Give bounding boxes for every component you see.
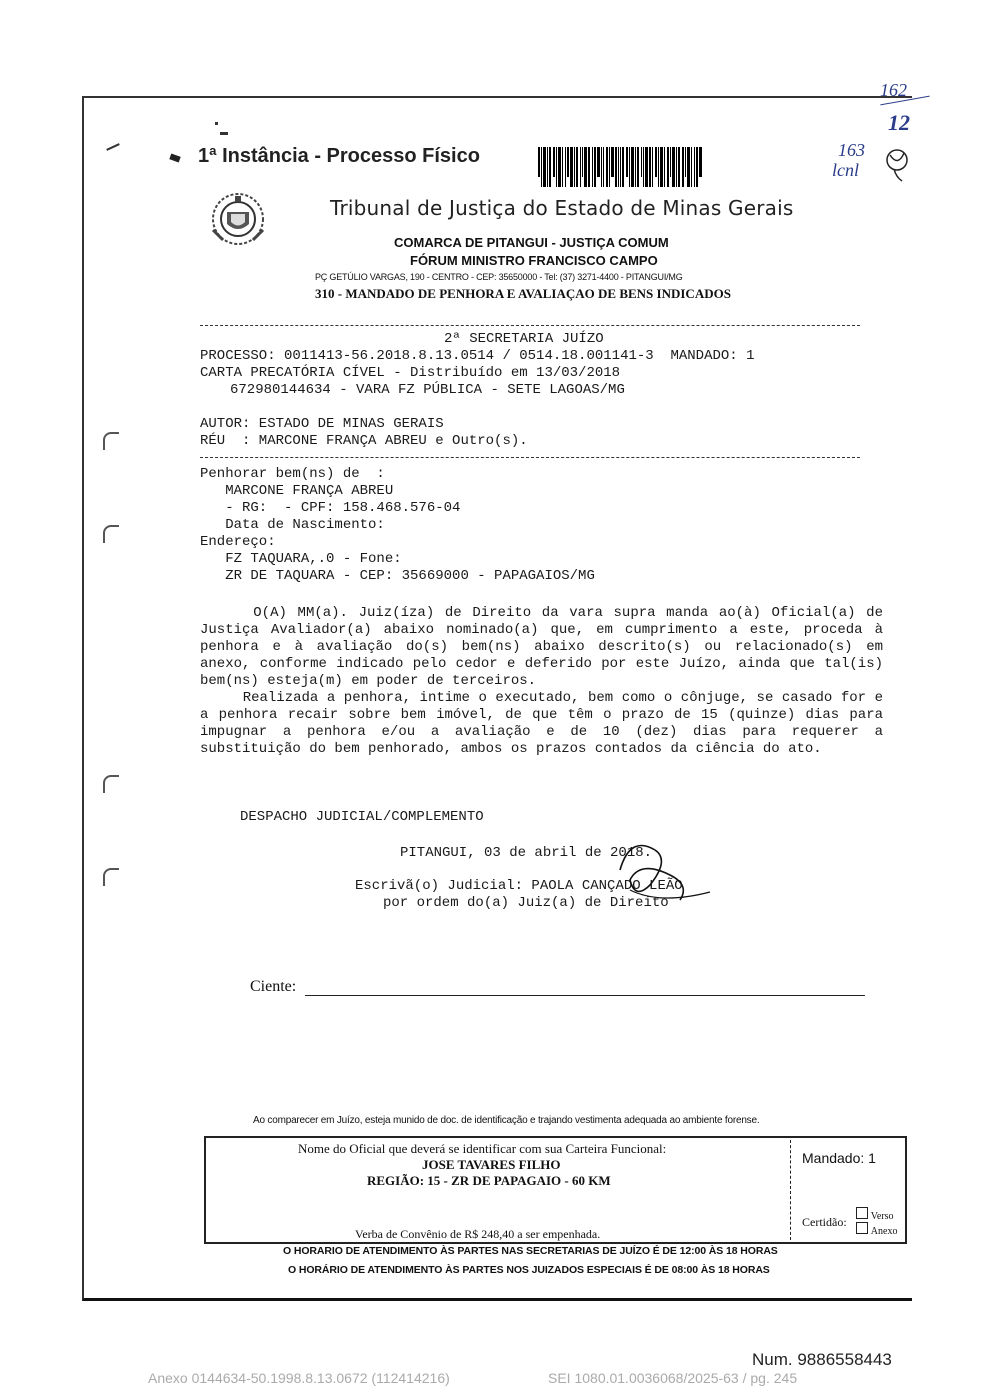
officer-region: REGIÃO: 15 - ZR DE PAPAGAIO - 60 KM: [367, 1173, 611, 1188]
penhora-line-3: - RG: - CPF: 158.468.576-04: [200, 500, 461, 516]
anexo-label: Anexo: [870, 1226, 898, 1237]
handwritten-note-page: 12: [888, 110, 910, 135]
officer-warrant-number: Mandado: 1: [802, 1150, 876, 1166]
officer-title: Nome do Oficial que deverá se identificar com sua Carteira Funcional:: [298, 1141, 667, 1156]
ciente-label: Ciente:: [250, 978, 297, 995]
notice: Ao comparecer em Juízo, esteja munido de doc. de identificação e trajando vestimenta adequada ao ambiente forense.: [253, 1115, 760, 1126]
officer-budget: Verba de Convênio de R$ 248,40 a ser empenhada.: [355, 1227, 601, 1241]
paragraph-2: Realizada a penhora, intime o executado, bem como o cônjuge, se casado for e a penhora recair sobre bem imóvel, de que têm o prazo de 15 (quinze) dias para impugnar a penhora e/ou a avaliação e de 10 (dez) dias para requerer a substituição do bem penhorado, ambos os prazos contados da ciência do ato.: [200, 690, 892, 757]
rubric-icon: [880, 145, 914, 185]
handwritten-note-side-1: 163: [838, 140, 865, 160]
punch-mark-4: [103, 868, 119, 886]
coat-of-arms-icon: [205, 190, 271, 248]
schedule-line-2: O HORÁRIO DE ATENDIMENTO ÀS PARTES NOS JUIZADOS ESPECIAIS É DE 08:00 ÀS 18 HORAS: [288, 1264, 770, 1274]
autor-line: AUTOR: ESTADO DE MINAS GERAIS: [200, 416, 444, 432]
handwritten-note-top: 162: [880, 80, 907, 101]
footer-sei: SEI 1080.01.0036068/2025-63 / pg. 245: [548, 1370, 798, 1386]
secretaria: 2ª SECRETARIA JUÍZO: [444, 331, 604, 347]
verso-checkbox[interactable]: [856, 1207, 868, 1219]
separator-1: [200, 325, 860, 326]
reu-line: RÉU : MARCONE FRANÇA ABREU e Outro(s).: [200, 433, 528, 449]
footer-anexo: Anexo 0144634-50.1998.8.13.0672 (112414216): [148, 1370, 450, 1386]
vara-line: 672980144634 - VARA FZ PÚBLICA - SETE LAGOAS/MG: [230, 382, 625, 398]
schedule-line-1: O HORARIO DE ATENDIMENTO ÀS PARTES NAS SECRETARIAS DE JUÍZO É DE 12:00 ÀS 18 HORAS: [283, 1245, 778, 1257]
ciente-line: [305, 995, 865, 996]
punch-mark-2: [103, 525, 119, 543]
by-order: por ordem do(a) Juiz(a) de Direito: [383, 895, 669, 911]
process-line: PROCESSO: 0011413-56.2018.8.13.0514 / 0514.18.001141-3 MANDADO: 1: [200, 348, 755, 364]
separator-2: [200, 457, 860, 458]
clerk-name: Escrivã(o) Judicial: PAOLA CANÇADO LEÃO: [355, 878, 683, 894]
warrant-type: 310 - MANDADO DE PENHORA E AVALIAÇAO DE BENS INDICADOS: [315, 286, 731, 301]
forum-address: PÇ GETÚLIO VARGAS, 190 - CENTRO - CEP: 35650000 - Tel: (37) 3271-4400 - PITANGUI/MG: [315, 272, 683, 282]
penhora-line-4: Data de Nascimento:: [200, 517, 385, 533]
paragraph-1: O(A) MM(a). Juiz(íza) de Direito da vara supra manda ao(à) Oficial(a) de Justiça Avaliador(a) abaixo nominado(a) que, em cumprimento a este, proceda à penhora e à avaliação do(s) bem(ns) abaixo descrito(s) ou relacionado(s) em anexo, conforme indicado pelo cedor e deferido por este Juízo, ainda que tal(is) bem(ns) esteja(m) em poder de terceiros.: [200, 605, 892, 689]
certidao-label: Certidão:: [802, 1215, 847, 1229]
anexo-option: [856, 1222, 897, 1237]
penhora-line-7: ZR DE TAQUARA - CEP: 35669000 - PAPAGAIOS/MG: [200, 568, 595, 584]
verso-label: Verso: [870, 1211, 894, 1222]
punch-mark-1: [103, 432, 119, 450]
signature-icon: [600, 830, 720, 910]
punch-mark-3: [103, 775, 119, 793]
instance-title: 1ª Instância - Processo Físico: [198, 145, 480, 167]
penhora-line-2: MARCONE FRANÇA ABREU: [200, 483, 394, 499]
anexo-checkbox[interactable]: [856, 1222, 868, 1234]
officer-name: JOSE TAVARES FILHO: [422, 1157, 561, 1172]
body-text: [200, 605, 892, 758]
court-name: Tribunal de Justiça do Estado de Minas Gerais: [330, 196, 794, 220]
place-date: PITANGUI, 03 de abril de 2018.: [400, 845, 653, 861]
penhora-line-1: Penhorar bem(ns) de :: [200, 466, 385, 482]
verso-option: [856, 1207, 894, 1222]
barcode: [538, 147, 704, 187]
penhora-line-6: FZ TAQUARA,.0 - Fone:: [200, 551, 402, 567]
forum: FÓRUM MINISTRO FRANCISCO CAMPO: [410, 253, 658, 268]
handwritten-note-side-2: lcnl: [832, 160, 859, 180]
carta-line: CARTA PRECATÓRIA CÍVEL - Distribuído em 13/03/2018: [200, 365, 621, 381]
despacho-heading: DESPACHO JUDICIAL/COMPLEMENTO: [240, 809, 484, 825]
penhora-line-5: Endereço:: [200, 534, 276, 550]
comarca: COMARCA DE PITANGUI - JUSTIÇA COMUM: [394, 235, 669, 250]
document-number: Num. 9886558443: [752, 1350, 892, 1369]
